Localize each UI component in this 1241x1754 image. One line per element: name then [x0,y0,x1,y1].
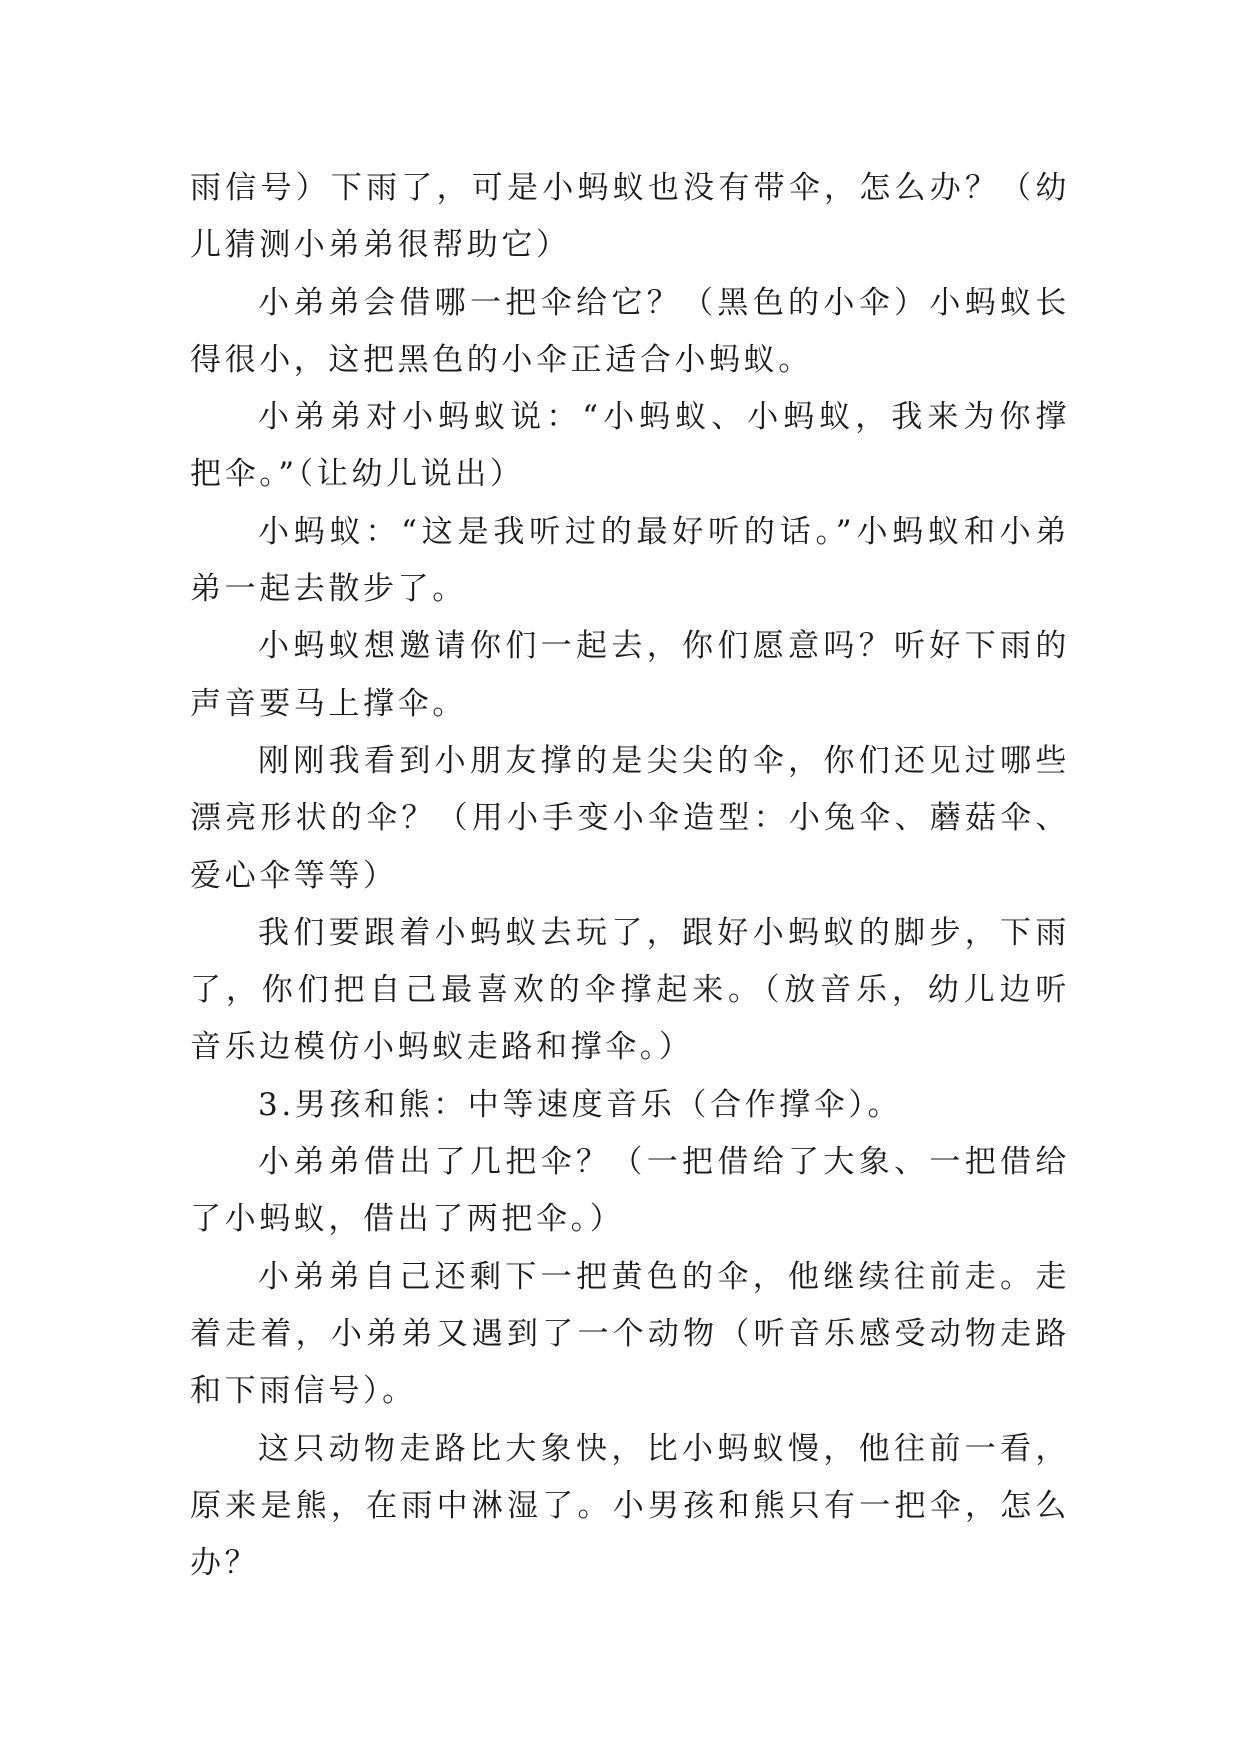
paragraph: 我们要跟着小蚂蚁去玩了，跟好小蚂蚁的脚步，下雨了，你们把自己最喜欢的伞撑起来。（放音乐，幼儿边听音乐边模仿小蚂蚁走路和撑伞。） [190,914,1070,1066]
paragraph: 雨信号）下雨了，可是小蚂蚁也没有带伞，怎么办？（幼儿猜测小弟弟很帮助它） [190,170,1070,264]
paragraph: 这只动物走路比大象快，比小蚂蚁慢，他往前一看，原来是熊，在雨中淋湿了。小男孩和熊只有一把伞，怎么办？ [190,1430,1070,1582]
section-heading: 3.男孩和熊：中等速度音乐（合作撑伞）。 [258,1086,903,1123]
paragraph: 刚刚我看到小朋友撑的是尖尖的伞，你们还见过哪些漂亮形状的伞？（用小手变小伞造型：小兔伞、蘑菇伞、爱心伞等等） [190,742,1070,894]
body-text [190,160,1070,1592]
paragraph: 小蚂蚁：“这是我听过的最好听的话。”小蚂蚁和小弟弟一起去散步了。 [190,513,1070,608]
paragraph: 小蚂蚁想邀请你们一起去，你们愿意吗？听好下雨的声音要马上撑伞。 [190,628,1070,722]
paragraph: 小弟弟借出了几把伞？（一把借给了大象、一把借给了小蚂蚁，借出了两把伞。） [190,1144,1070,1238]
paragraph: 小弟弟自己还剩下一把黄色的伞，他继续往前走。走着走着，小弟弟又遇到了一个动物（听音乐感受动物走路和下雨信号）。 [190,1258,1070,1410]
paragraph: 小弟弟对小蚂蚁说：“小蚂蚁、小蚂蚁，我来为你撑把伞。”（让幼儿说出） [190,399,1070,493]
paragraph: 小弟弟会借哪一把伞给它？（黑色的小伞）小蚂蚁长得很小，这把黑色的小伞正适合小蚂蚁。 [190,284,1070,378]
